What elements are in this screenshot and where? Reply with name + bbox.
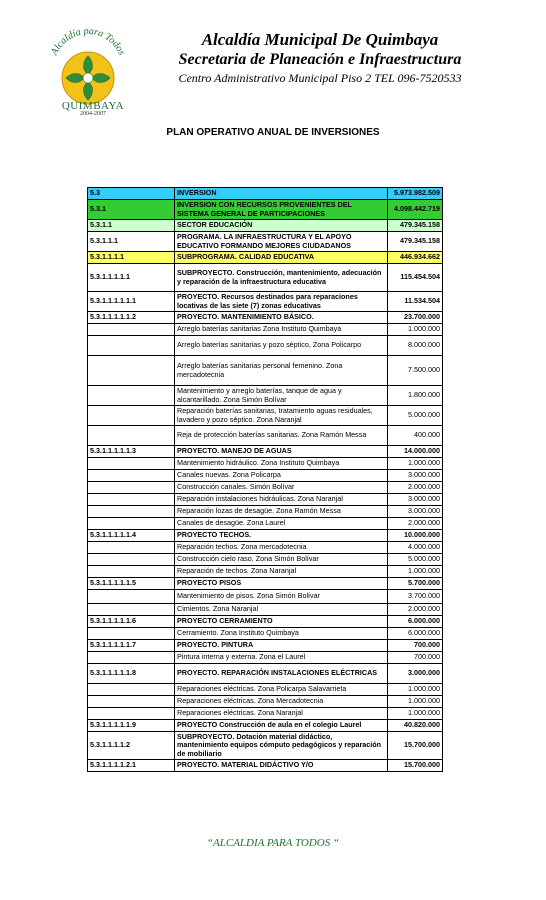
- table-row: [88, 264, 443, 292]
- row-code: 5.3.1.1.1.1.1.7: [88, 640, 175, 652]
- table-row: [88, 324, 443, 336]
- row-description: Reparación baterías sanitarias, tratamiento aguas residuales, lavadero y pozo séptico. Zona Naranjal: [175, 406, 388, 426]
- row-value: 11.534.504: [388, 292, 443, 312]
- table-row: [88, 628, 443, 640]
- row-code: [88, 336, 175, 356]
- logo-title: QUIMBAYA: [61, 100, 125, 112]
- row-code: 5.3: [88, 188, 175, 200]
- footer-slogan: “ALCALDIA PARA TODOS “: [206, 837, 340, 849]
- row-value: 1.000.000: [388, 324, 443, 336]
- table-row: [88, 652, 443, 664]
- row-value: 700.000: [388, 640, 443, 652]
- row-code: 5.3.1.1.1: [88, 232, 175, 252]
- table-row: [88, 696, 443, 708]
- row-value: 3.700.000: [388, 590, 443, 604]
- table-row: [88, 252, 443, 264]
- row-description: Cerramiento. Zona Instituto Quimbaya: [175, 628, 388, 640]
- row-description: Mantenimiento y arreglo baterías, tanque de agua y alcantarillado. Zona Simón Bolívar: [175, 386, 388, 406]
- row-value: 1.000.000: [388, 566, 443, 578]
- row-description: PROYECTO. Recursos destinados para reparaciones locativas de las siete (7) zonas educativas: [175, 292, 388, 312]
- row-description: Pintura interna y externa. Zona el Laurel: [175, 652, 388, 664]
- table-row: [88, 336, 443, 356]
- row-code: 5.3.1: [88, 200, 175, 220]
- table-row: [88, 200, 443, 220]
- row-code: [88, 518, 175, 530]
- table-row: [88, 732, 443, 760]
- row-description: Construcción canales. Simón Bolívar: [175, 482, 388, 494]
- row-description: SECTOR EDUCACIÓN: [175, 220, 388, 232]
- row-code: 5.3.1.1.1.1.2: [88, 732, 175, 760]
- row-description: PROYECTO. MANTENIMIENTO BÁSICO.: [175, 312, 388, 324]
- row-code: 5.3.1.1.1.1.1.8: [88, 664, 175, 684]
- row-code: [88, 652, 175, 664]
- row-description: PROYECTO TECHOS.: [175, 530, 388, 542]
- row-code: [88, 590, 175, 604]
- table-row: [88, 470, 443, 482]
- row-value: 3.000.000: [388, 470, 443, 482]
- row-code: 5.3.1.1.1.1.1: [88, 264, 175, 292]
- table-row: [88, 720, 443, 732]
- investment-table: [87, 187, 443, 772]
- row-value: 479.345.158: [388, 220, 443, 232]
- row-description: Construcción cielo raso. Zona Simón Bolívar: [175, 554, 388, 566]
- table-row: [88, 684, 443, 696]
- row-description: Arreglo baterías sanitarias personal femenino. Zona mercadotecnia: [175, 356, 388, 386]
- row-value: 700.000: [388, 652, 443, 664]
- row-description: Reja de protección baterías sanitarias. Zona Ramón Messa: [175, 426, 388, 446]
- row-value: 1.000.000: [388, 684, 443, 696]
- row-value: 479.345.158: [388, 232, 443, 252]
- row-value: 1.000.000: [388, 696, 443, 708]
- row-description: Reparación techos. Zona mercadotecnia: [175, 542, 388, 554]
- table-row: [88, 640, 443, 652]
- row-code: [88, 426, 175, 446]
- row-description: SUBPROYECTO. Dotación material didáctico, mantenimiento equipos cómputo pedagógicos y reparación de mobiliario: [175, 732, 388, 760]
- row-value: 400.000: [388, 426, 443, 446]
- table-row: [88, 518, 443, 530]
- row-code: 5.3.1.1.1.1.1.6: [88, 616, 175, 628]
- row-value: 5.973.982.509: [388, 188, 443, 200]
- row-code: 5.3.1.1: [88, 220, 175, 232]
- row-code: 5.3.1.1.1.1.2.1: [88, 760, 175, 772]
- row-code: 5.3.1.1.1.1.1.2: [88, 312, 175, 324]
- table-row: [88, 386, 443, 406]
- row-value: 1.000.000: [388, 458, 443, 470]
- row-code: 5.3.1.1.1.1.1.4: [88, 530, 175, 542]
- row-code: [88, 708, 175, 720]
- row-description: INVERSION CON RECURSOS PROVENIENTES DEL SISTEMA GENERAL DE PARTICIPACIONES: [175, 200, 388, 220]
- row-code: [88, 482, 175, 494]
- row-code: [88, 604, 175, 616]
- table-row: [88, 578, 443, 590]
- row-value: 4.098.442.719: [388, 200, 443, 220]
- row-description: PROYECTO PISOS: [175, 578, 388, 590]
- header-municipality: Alcaldía Municipal De Quimbaya: [201, 30, 439, 49]
- row-value: 6.000.000: [388, 616, 443, 628]
- row-code: [88, 542, 175, 554]
- row-value: 23.700.000: [388, 312, 443, 324]
- row-code: [88, 696, 175, 708]
- row-description: PROYECTO. REPARACIÓN INSTALACIONES ELÉCTRICAS: [175, 664, 388, 684]
- row-value: 446.934.662: [388, 252, 443, 264]
- row-description: Cimientos. Zona Naranjal: [175, 604, 388, 616]
- table-row: [88, 506, 443, 518]
- row-code: [88, 506, 175, 518]
- row-code: 5.3.1.1.1.1.1.9: [88, 720, 175, 732]
- row-code: [88, 684, 175, 696]
- row-description: Reparación instalaciones hidráulicas. Zona Naranjal: [175, 494, 388, 506]
- row-value: 10.000.000: [388, 530, 443, 542]
- row-code: [88, 406, 175, 426]
- row-description: PROYECTO. PINTURA: [175, 640, 388, 652]
- row-description: SUBPROGRAMA. CALIDAD EDUCATIVA: [175, 252, 388, 264]
- table-row: [88, 760, 443, 772]
- row-description: PROGRAMA. LA INFRAESTRUCTURA Y EL APOYO EDUCATIVO FORMANDO MEJORES CIUDADANOS: [175, 232, 388, 252]
- row-code: 5.3.1.1.1.1.1.5: [88, 578, 175, 590]
- logo-years: 2004-2007: [80, 111, 106, 117]
- row-code: [88, 458, 175, 470]
- row-code: [88, 494, 175, 506]
- row-code: 5.3.1.1.1.1: [88, 252, 175, 264]
- table-row: [88, 232, 443, 252]
- table-row: [88, 406, 443, 426]
- document-title: PLAN OPERATIVO ANUAL DE INVERSIONES: [166, 127, 380, 138]
- row-description: PROYECTO CERRAMIENTO: [175, 616, 388, 628]
- row-value: 2.000.000: [388, 518, 443, 530]
- table-row: [88, 220, 443, 232]
- table-row: [88, 566, 443, 578]
- row-description: PROYECTO Construcción de aula en el colegio Laurel: [175, 720, 388, 732]
- row-value: 3.000.000: [388, 494, 443, 506]
- row-description: Reparaciones eléctricas. Zona Policarpa Salavarrieta: [175, 684, 388, 696]
- row-description: Arreglo baterías sanitarias Zona Instituto Quimbaya: [175, 324, 388, 336]
- row-code: 5.3.1.1.1.1.1.3: [88, 446, 175, 458]
- table-row: [88, 616, 443, 628]
- row-value: 2.000.000: [388, 604, 443, 616]
- table-row: [88, 590, 443, 604]
- row-code: [88, 470, 175, 482]
- row-value: 115.454.504: [388, 264, 443, 292]
- row-description: Canales nuevas. Zona Policarpa: [175, 470, 388, 482]
- table-row: [88, 542, 443, 554]
- row-description: Arreglo baterías sanitarias y pozo séptico, Zona Policarpo: [175, 336, 388, 356]
- table-row: [88, 426, 443, 446]
- row-value: 3.000.000: [388, 664, 443, 684]
- row-code: [88, 324, 175, 336]
- table-row: [88, 708, 443, 720]
- row-code: 5.3.1.1.1.1.1.1: [88, 292, 175, 312]
- header-address: Centro Administrativo Municipal Piso 2 TEL 096-7520533: [178, 71, 462, 85]
- table-row: [88, 494, 443, 506]
- row-description: INVERSION: [175, 188, 388, 200]
- row-description: Reparación de techos. Zona Naranjal: [175, 566, 388, 578]
- row-value: 1.000.000: [388, 708, 443, 720]
- row-value: 4.000.000: [388, 542, 443, 554]
- row-value: 15.700.000: [388, 732, 443, 760]
- row-description: Reparaciones eléctricas. Zona Mercadotecnia: [175, 696, 388, 708]
- table-row: [88, 292, 443, 312]
- table-row: [88, 356, 443, 386]
- logo-arc-text: Alcaldía para Todos: [49, 25, 128, 57]
- table-row: [88, 312, 443, 324]
- table-row: [88, 554, 443, 566]
- row-code: [88, 566, 175, 578]
- row-code: [88, 628, 175, 640]
- row-value: 6.000.000: [388, 628, 443, 640]
- row-value: 3.000.000: [388, 506, 443, 518]
- table-row: [88, 188, 443, 200]
- row-value: 15.700.000: [388, 760, 443, 772]
- row-value: 8.000.000: [388, 336, 443, 356]
- row-description: Canales de desagüe. Zona Laurel: [175, 518, 388, 530]
- row-value: 40.820.000: [388, 720, 443, 732]
- table-row: [88, 530, 443, 542]
- row-value: 7.500.000: [388, 356, 443, 386]
- row-value: 5.000.000: [388, 406, 443, 426]
- row-description: Reparaciones eléctricas. Zona Naranjal: [175, 708, 388, 720]
- row-description: Reparación lozas de desagüe. Zona Ramón Messa: [175, 506, 388, 518]
- table-row: [88, 604, 443, 616]
- table-row: [88, 482, 443, 494]
- table-row: [88, 446, 443, 458]
- row-value: 1.800.000: [388, 386, 443, 406]
- row-code: [88, 386, 175, 406]
- row-value: 14.000.000: [388, 446, 443, 458]
- row-description: Mantenimiento hidráulico. Zona Instituto Quimbaya: [175, 458, 388, 470]
- row-value: 5.000.000: [388, 554, 443, 566]
- header-secretariat: Secretaria de Planeación e Infraestructura: [178, 51, 462, 68]
- row-code: [88, 356, 175, 386]
- row-description: SUBPROYECTO. Construcción, mantenimiento, adecuación y reparación de la infraestructura educativa: [175, 264, 388, 292]
- row-code: [88, 554, 175, 566]
- table-row: [88, 664, 443, 684]
- row-description: PROYECTO. MANEJO DE AGUAS: [175, 446, 388, 458]
- row-value: 2.000.000: [388, 482, 443, 494]
- row-value: 5.700.000: [388, 578, 443, 590]
- row-description: Mantenimiento de pisos. Zona Simón Bolívar: [175, 590, 388, 604]
- row-description: PROYECTO. MATERIAL DIDÁCTIVO Y/O: [175, 760, 388, 772]
- table-row: [88, 458, 443, 470]
